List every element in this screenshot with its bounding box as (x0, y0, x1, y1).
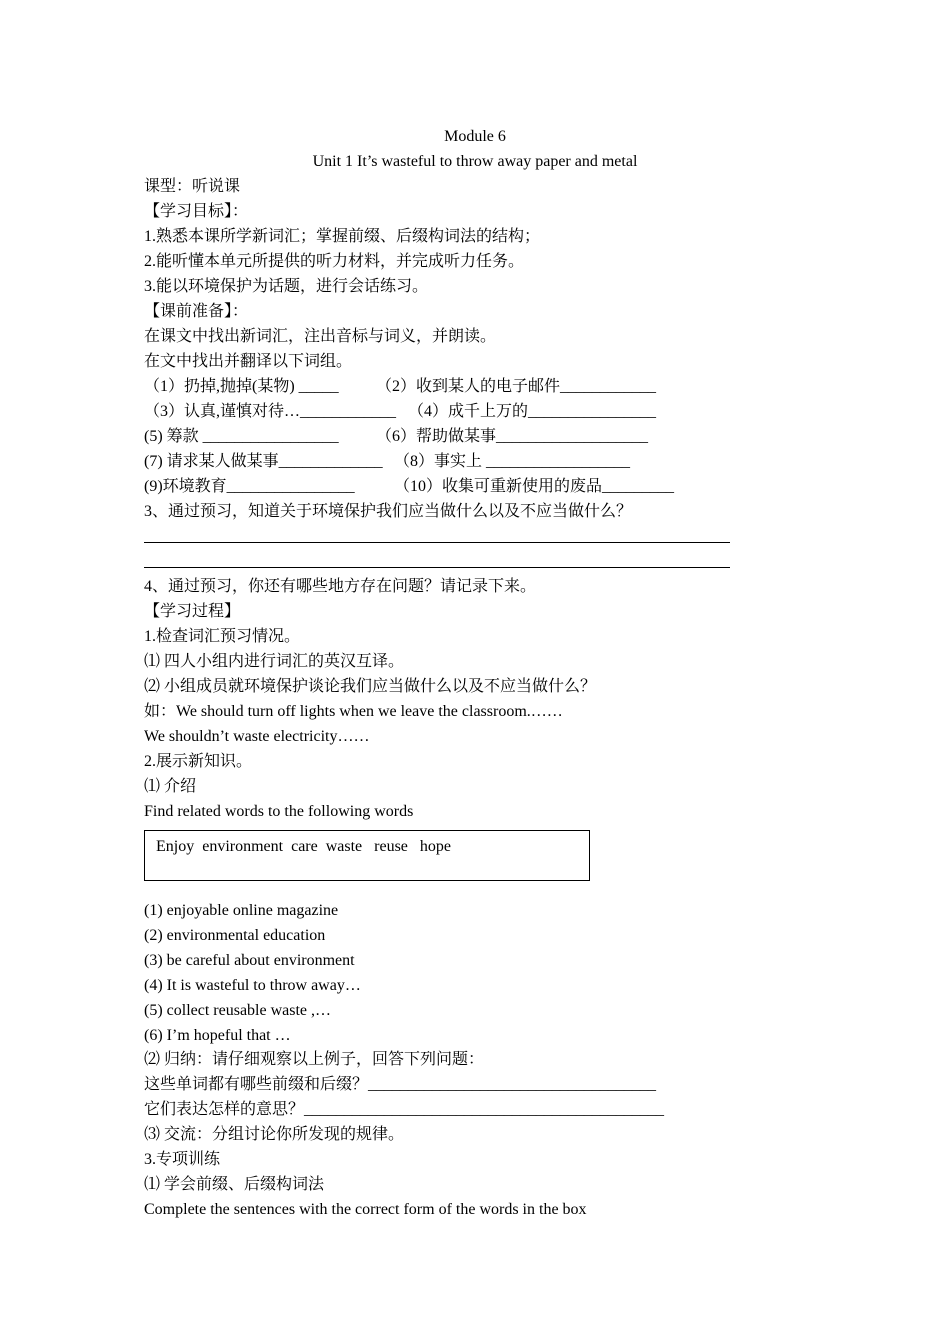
example-sentence: 如：We should turn off lights when we leave the classroom.…… (144, 703, 563, 720)
objective-item: 1.熟悉本课所学新词汇；掌握前缀、后缀构词法的结构； (144, 228, 541, 245)
phrase-item: (7) 请求某人做某事_____________ (144, 453, 383, 470)
instruction-text: Find related words to the following words (144, 803, 414, 820)
process-heading: 【学习过程】 (144, 603, 241, 620)
preparation-heading: 【课前准备】： (144, 303, 249, 320)
preparation-task: 在文中找出并翻译以下词组。 (144, 353, 353, 370)
process-substep: ⑴ 介绍 (144, 778, 197, 795)
process-step: 3.专项训练 (144, 1151, 221, 1168)
lesson-type: 课型：听说课 (144, 178, 241, 195)
example-item: (1) enjoyable online magazine (144, 902, 339, 919)
phrase-item: (9)环境教育________________ (144, 478, 355, 495)
objective-item: 3.能以环境保护为话题，进行会话练习。 (144, 278, 429, 295)
phrase-item: （4）成千上万的________________ (408, 403, 657, 420)
unit-title: Unit 1 It’s wasteful to throw away paper and metal (312, 153, 638, 170)
phrase-item: （1）扔掉,抛掉(某物) _____ (144, 378, 339, 395)
preview-question: 3、通过预习，知道关于环境保护我们应当做什么以及不应当做什么？ (144, 503, 633, 520)
example-sentence: We shouldn’t waste electricity…… (144, 728, 370, 745)
preview-question: 4、通过预习，你还有哪些地方存在问题？请记录下来。 (144, 578, 537, 595)
example-item: (3) be careful about environment (144, 952, 355, 969)
process-substep: ⑵ 归纳：请仔细观察以上例子，回答下列问题： (144, 1051, 485, 1068)
fill-question: 它们表达怎样的意思？_____________________________________________ (144, 1101, 665, 1118)
phrase-item: （3）认真,谨慎对待…____________ (144, 403, 397, 420)
module-title: Module 6 (444, 128, 506, 145)
fill-question: 这些单词都有哪些前缀和后缀？____________________________________ (144, 1076, 657, 1093)
phrase-item: （2）收到某人的电子邮件____________ (376, 378, 657, 395)
instruction-text: Complete the sentences with the correct form of the words in the box (144, 1201, 587, 1218)
example-item: (4) It is wasteful to throw away… (144, 977, 361, 994)
phrase-item: （8）事实上 __________________ (394, 453, 631, 470)
answer-line (144, 567, 730, 568)
example-item: (2) environmental education (144, 927, 326, 944)
answer-line (144, 542, 730, 543)
phrase-item: （6）帮助做某事___________________ (376, 428, 649, 445)
process-substep: ⑶ 交流：分组讨论你所发现的规律。 (144, 1126, 405, 1143)
example-item: (5) collect reusable waste ,… (144, 1002, 332, 1019)
preparation-task: 在课文中找出新词汇，注出音标与词义，并朗读。 (144, 328, 497, 345)
process-substep: ⑴ 四人小组内进行词汇的英汉互译。 (144, 653, 405, 670)
process-substep: ⑵ 小组成员就环境保护谈论我们应当做什么以及不应当做什么？ (144, 678, 597, 695)
phrase-item: (5) 筹款 _________________ (144, 428, 339, 445)
process-step: 1.检查词汇预习情况。 (144, 628, 301, 645)
objective-item: 2.能听懂本单元所提供的听力材料，并完成听力任务。 (144, 253, 525, 270)
word-box-text: Enjoy environment care waste reuse hope (156, 838, 452, 855)
word-box (144, 830, 590, 881)
objectives-heading: 【学习目标】： (144, 203, 249, 220)
example-item: (6) I’m hopeful that … (144, 1027, 291, 1044)
process-substep: ⑴ 学会前缀、后缀构词法 (144, 1176, 325, 1193)
process-step: 2.展示新知识。 (144, 753, 253, 770)
phrase-item: （10）收集可重新使用的废品_________ (394, 478, 675, 495)
